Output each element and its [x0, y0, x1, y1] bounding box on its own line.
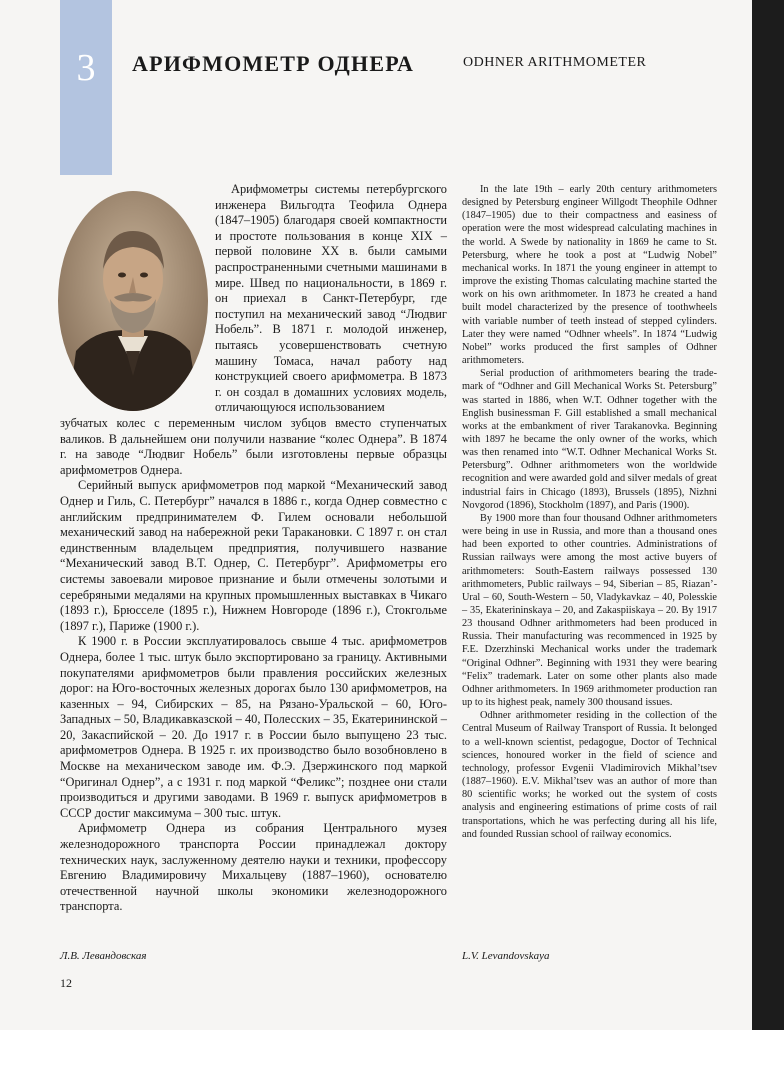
en-paragraph: Odhner arithmometer residing in the collection of the Central Museum of Railway Transport of Russia. It belonged to a well-known scientist, pedagogue, Doctor of Technical sciences, honoured worker in the field of science and technology, professor Evgenii Vladimirovich Mikhal’tsev (1887–1960). E.V. Mikhal’tsev was an author of more than 80 scientific works; he worked out the system of costs analysis and engineering estimations of prime costs of rail transportations, which he was perfecting during all his life, and founded Russian school of railway economics. — [462, 710, 717, 840]
author-russian: Л.В. Левандовская — [60, 950, 147, 962]
en-paragraph: In the late 19th – early 20th century arithmometers designed by Petersburg engineer Willgodt Theophile Odhner (1847–1905) due to their compactness and easiness of operation were the most widespread calculating machines in the world. A Swede by nationality in 1869 he came to St. Petersburg, where he took a post at “Ludwig Nobel” mechanical works. In 1871 the young engineer in attempt to improve the existing Thomas calculating machine started the work on his own arithmometer. In 1873 he created a hand built model characterized by the presence of toothwheels with variable number of teeth instead of stepped cylinders. Later they were named “Odhner wheels”. In 1874 “Ludwig Nobel” works produced the first samples of Odhner arithmometers. — [462, 184, 717, 367]
ru-paragraph: Серийный выпуск арифмометров под маркой “Механический завод Однер и Гиль, С. Петербург” начался в 1886 г., когда Однер совместно с английским предпринимателем Ф. Гилем основали небольшой механический завод на набережной реки Таракановки. С 1897 г. он стал единственным владельцем предприятия, получившего название “Механический завод В.Т. Однер, С. Петербург”. Арифмометры его системы завоевали мировое признание и были отмечены золотыми и серебряными медалями на крупных промышленных выставках в Чикаго (1893 г.), Брюсселе (1895 г.), Нижнем Новгороде (1896 г.), Стокгольме (1897 г.), Париже (1900 г.). — [60, 478, 447, 633]
ru-paragraph: зубчатых колес с переменным числом зубцов вместо ступенчатых валиков. В дальнейшем они получили название “колес Однера”. В 1874 г. на заводе “Людвиг Нобель” были изготовлены первые образцы арифмометров Однера. — [60, 416, 447, 477]
english-article-body — [462, 183, 717, 841]
en-paragraph: Serial production of arithmometers bearing the trade-mark of “Odhner and Gill Mechanical Works St. Petersburg” was started in 1886, when W.T. Odhner together with the English businessman F. Gill established a small mechanical works at the embankment of river Tarakanovka. Beginning with 1897 he became the only owner of the works, which was then renamed into “W.T. Odhner Mechanical Works St. Petersburg”. Odhner arithmometers won the worldwide recognition and were awarded gold and silver medals of great industrial fairs in Chicago (1893), Brussels (1895), Nizhni Novgorod (1896), Stockholm (1897), and Paris (1900). — [462, 368, 717, 511]
section-number: 3 — [76, 47, 96, 89]
ru-paragraph: К 1900 г. в России эксплуатировалось свыше 4 тыс. арифмометров Однера, более 1 тыс. штук было экспортировано за границу. Активными покупателями арифмометров были правления российских железных дорог: на Юго-восточных железных дорогах было 130 арифмометров, на казенных – 94, Сибирских – 85, на Рязано-Уральской – 60, Юго-Западных – 50, Владикавказской – 40, Полесских – 35, Екатерининской – 20, Закаспийской – 20. До 1917 г. в России было выпущено 23 тыс. арифмометров Однера. В 1925 г. их производство было возобновлено в Москве на механическом заводе им. Ф.Э. Дзержинского под маркой “Оригинал Однер”, а с 1931 г. под маркой “Феликс”; позднее они стали производиться и другими заводами. В 1969 г. выпуск арифмометров в СССР достиг максимума – 300 тыс. штук. — [60, 634, 447, 820]
title-russian: АРИФМОМЕТР ОДНЕРА — [132, 51, 415, 76]
russian-article-body — [60, 416, 447, 915]
russian-intro-text: Арифмометры системы петербургского инженера Вильгодта Теофила Однера (1847–1905) благодаря своей компактности и простоте пользования в конце XIX – первой половине XX в. были самыми распространенными счетными машинами в мире. Швед по национальности, в 1869 г. он приехал в Санкт-Петербург, где поступил на механический завод “Людвиг Нобель”. В 1871 г. молодой инженер, пытаясь усовершенствовать счетную машину Томаса, начал работу над конструкцией своего арифмометра. В 1873 г. он создал в домашних условиях модель, отличающуюся использованием — [215, 182, 447, 415]
page-number: 12 — [60, 976, 72, 990]
ru-paragraph: Арифмометр Однера из собрания Центрального музея железнодорожного транспорта России принадлежал доктору технических наук, заслуженному деятелю науки и техники, профессору Евгению Владимировичу Михальцеву (1887–1960), основателю отечественной научной школы экономики железнодорожного транспорта. — [60, 821, 447, 914]
author-english: L.V. Levandovskaya — [462, 950, 550, 962]
portrait-photo-icon — [58, 191, 208, 411]
en-paragraph: By 1900 more than four thousand Odhner arithmometers were being in use in Russia, and more than a thousand ones had been exported to other countries. Administrations of Russian railways were among the most active buyers of arithmometers: South-Eastern railways possessed 130 arithmometers, Public railways – 94, Siberian – 85, Riazan’-Ural – 60, South-Western – 50, Vladykavkaz – 40, Polesskie – 35, Ekaterininskaya – 20, and Zakaspiiskaya – 20. By 1917 23 thousand Odhner arithmometers had been produced in Russia. Their manufacturing was recommenced in 1925 by F.E. Dzerzhinski Mechanical works under the trademark “Original Odhner”. Beginning with 1931 they were bearing “Felix” trademark. Later on some other plants also made Odhner arithmometers. In 1969 arithmometer production ran up to its highest peak, namely 300 thousand issues. — [462, 512, 717, 709]
scan-bottom-margin — [0, 1030, 784, 1080]
scan-edge-shadow — [752, 0, 784, 1080]
title-english: ODHNER ARITHMOMETER — [463, 55, 647, 70]
